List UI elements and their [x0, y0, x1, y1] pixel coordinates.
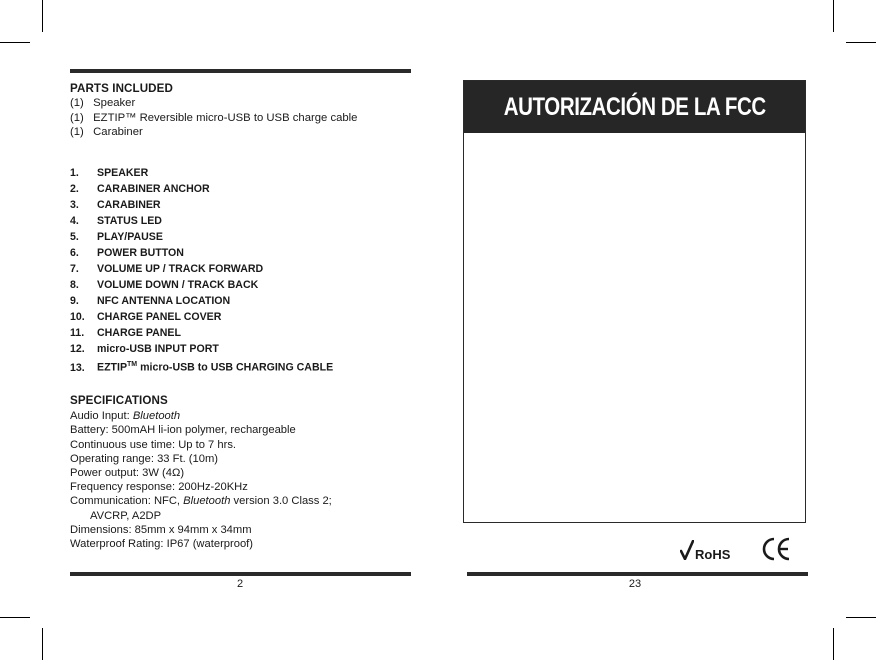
part-number: 13.: [70, 361, 85, 374]
crop-mark: [0, 617, 30, 618]
part-number: 11.: [70, 327, 85, 339]
included-qty: (1): [70, 111, 84, 124]
crop-mark: [42, 628, 43, 660]
list-item: [70, 261, 410, 277]
list-item: [70, 325, 410, 341]
included-item: [70, 111, 410, 125]
spec-communication-continued: AVCRP, A2DP: [90, 509, 162, 522]
spec-dimensions: Dimensions: 85mm x 94mm x 34mm: [70, 523, 252, 536]
part-number: 1.: [70, 167, 79, 179]
included-text: Speaker: [93, 97, 136, 110]
crop-mark: [833, 0, 834, 32]
part-label: CHARGE PANEL COVER: [97, 311, 222, 323]
spec-operating-range: Operating range: 33 Ft. (10m): [70, 452, 218, 465]
list-item: [70, 229, 410, 245]
top-rule-left: [70, 69, 411, 73]
ce-mark-icon: [760, 536, 792, 567]
specifications-heading: SPECIFICATIONS: [70, 394, 168, 407]
part-label: CARABINER: [97, 199, 161, 211]
page-number-left: 2: [236, 578, 244, 590]
included-item: [70, 96, 410, 110]
part-label: VOLUME UP / TRACK FORWARD: [97, 263, 264, 275]
page-number-right: 23: [628, 578, 642, 590]
part-label: micro-USB INPUT PORT: [97, 343, 219, 355]
bottom-rule-right: [467, 572, 808, 576]
included-item: [70, 125, 410, 139]
compliance-marks: [680, 536, 792, 566]
part-number: 6.: [70, 247, 79, 259]
spec-waterproof: Waterproof Rating: IP67 (waterproof): [70, 538, 254, 551]
part-label: PLAY/PAUSE: [97, 231, 163, 243]
fcc-header-bar: [464, 81, 805, 133]
bottom-rule-left: [70, 572, 411, 576]
list-item: [70, 197, 410, 213]
crop-mark: [846, 42, 876, 43]
part-label: CARABINER ANCHOR: [97, 183, 210, 195]
spec-frequency-response: Frequency response: 200Hz-20KHz: [70, 481, 248, 494]
fcc-authorization-box: [463, 80, 806, 523]
crop-mark: [42, 0, 43, 32]
spec-power-output: Power output: 3W (4Ω): [70, 467, 185, 480]
spec-battery: Battery: 500mAH li-ion polymer, rechargeable: [70, 424, 296, 437]
part-number: 12.: [70, 343, 85, 355]
part-label: STATUS LED: [97, 215, 162, 227]
rohs-label: RoHS: [695, 546, 731, 562]
list-item: [70, 213, 410, 229]
included-qty: (1): [70, 126, 84, 139]
part-label: CHARGE PANEL: [97, 327, 181, 339]
spec-audio-input: [70, 409, 410, 423]
list-item: [70, 277, 410, 293]
part-number: 8.: [70, 279, 79, 291]
list-item: [70, 357, 410, 373]
part-number: 9.: [70, 295, 79, 307]
rohs-mark: [680, 540, 730, 563]
part-label: NFC ANTENNA LOCATION: [97, 295, 231, 307]
included-qty: (1): [70, 97, 84, 110]
part-number: 7.: [70, 263, 79, 275]
parts-included-section: [70, 82, 410, 140]
spec-value: Bluetooth: [132, 410, 181, 423]
list-item: [70, 293, 410, 309]
trademark-superscript: TM: [127, 361, 138, 368]
list-item: [70, 309, 410, 325]
spec-value-italic: Bluetooth: [183, 495, 231, 508]
fcc-title: AUTORIZACIÓN DE LA FCC: [503, 92, 766, 121]
part-number: 3.: [70, 199, 79, 211]
part-number: 4.: [70, 215, 79, 227]
included-text: Carabiner: [93, 126, 143, 139]
part-label: POWER BUTTON: [97, 247, 184, 259]
part-label: micro-USB to USB CHARGING CABLE: [137, 361, 334, 374]
crop-mark: [846, 617, 876, 618]
included-text: EZTIP™ Reversible micro-USB to USB charge cable: [93, 111, 358, 124]
spec-continuous-use: Continuous use time: Up to 7 hrs.: [70, 438, 237, 451]
part-number: 10.: [70, 311, 85, 323]
specifications-section: [70, 394, 410, 551]
part-label: SPEAKER: [97, 167, 149, 179]
list-item: [70, 341, 410, 357]
list-item: [70, 245, 410, 261]
part-label-brand: EZTIP: [97, 361, 128, 374]
list-item: [70, 165, 410, 181]
part-number: 5.: [70, 231, 79, 243]
crop-mark: [833, 628, 834, 660]
list-item: [70, 181, 410, 197]
crop-mark: [0, 42, 30, 43]
checkmark-icon: [680, 540, 694, 563]
spec-value: version 3.0 Class 2;: [230, 495, 332, 508]
spec-label: Audio Input:: [70, 410, 133, 423]
parts-list: [70, 165, 410, 373]
part-number: 2.: [70, 183, 79, 195]
parts-included-heading: PARTS INCLUDED: [70, 82, 173, 95]
spec-communication: [70, 494, 410, 508]
part-label: VOLUME DOWN / TRACK BACK: [97, 279, 259, 291]
spec-label: Communication: NFC,: [70, 495, 184, 508]
